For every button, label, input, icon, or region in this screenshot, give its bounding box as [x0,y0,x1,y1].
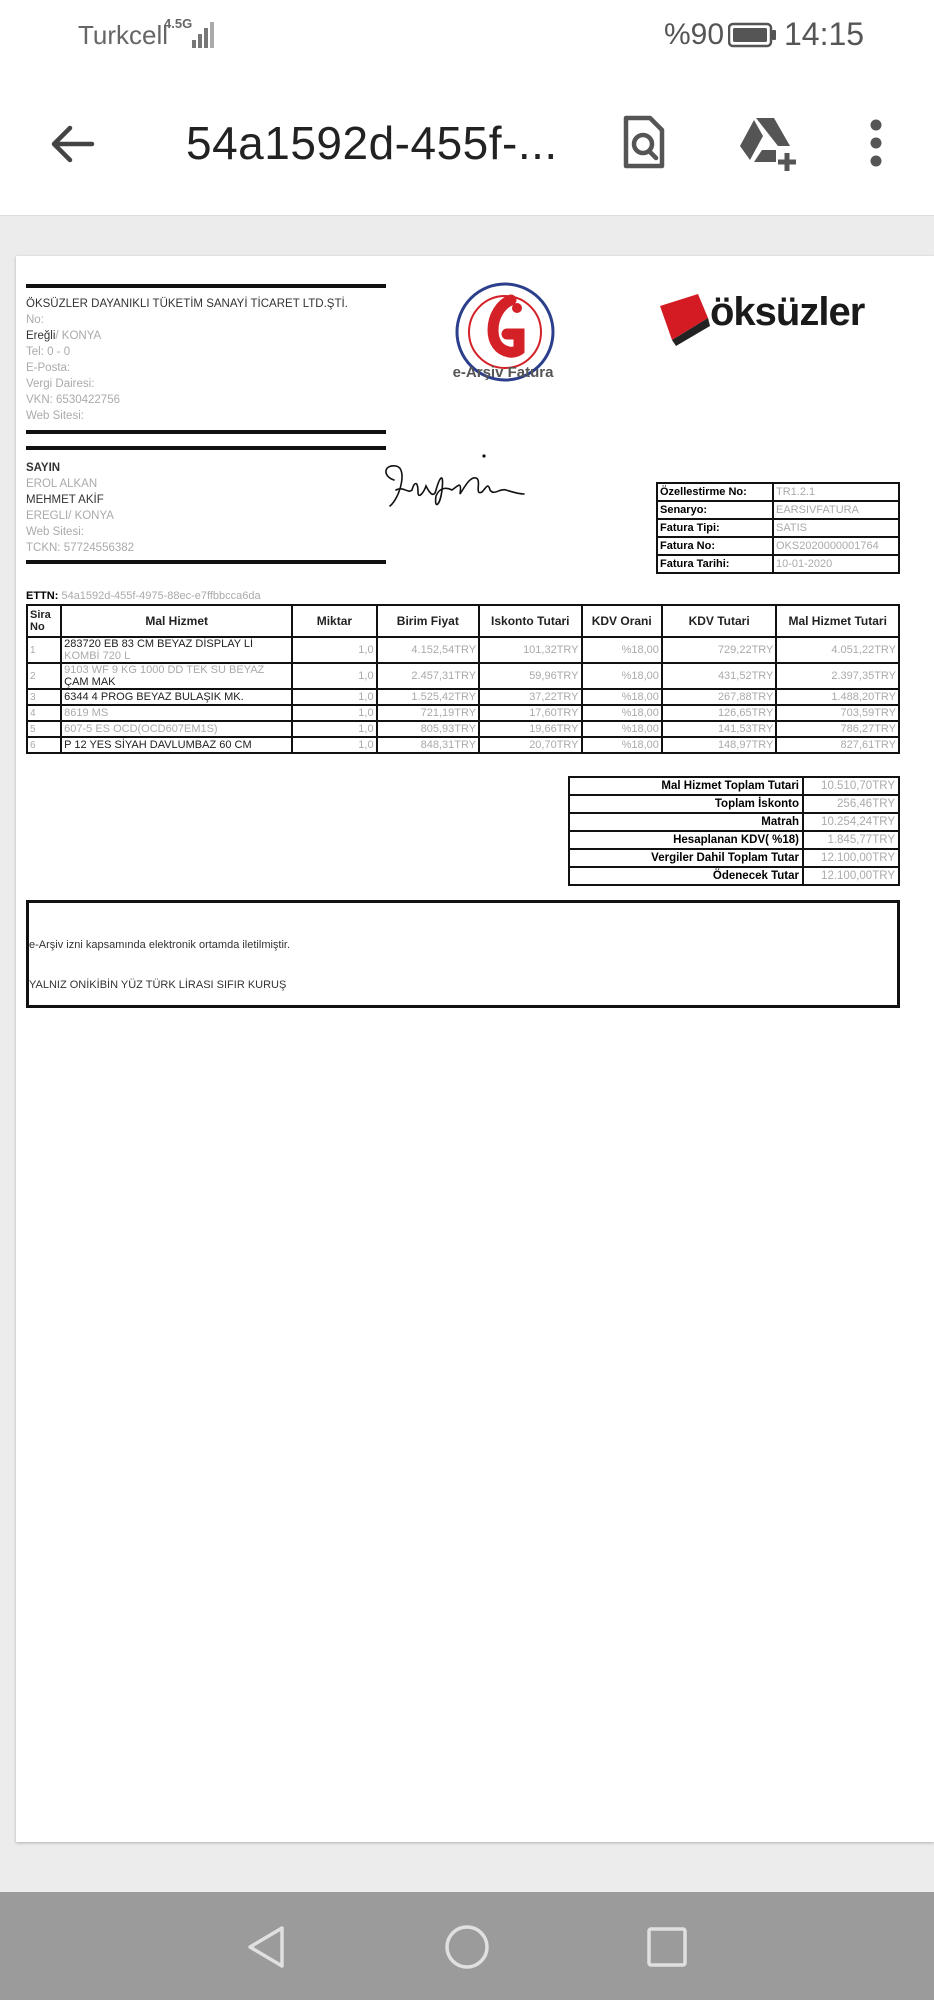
meta-row [657,483,899,501]
signal-icon [162,14,218,55]
cell-vat: 148,97TRY [662,737,777,753]
totals-label: Vergiler Dahil Toplam Tutar [569,849,803,867]
item-line-1: 9103 WF 9 KG 1000 DD TEK SU BEYAZ [64,664,265,676]
item-description [61,663,292,689]
signature-image [378,450,528,527]
row-number: 1 [27,637,61,663]
totals-value: 12.100,00TRY [803,849,899,867]
cell-vat: 729,22TRY [662,637,777,663]
drive-add-icon[interactable] [738,114,800,177]
buyer-tckn: TCKN: 57724556382 [26,542,135,554]
items-table [26,604,900,754]
totals-row [569,795,899,813]
document-search-icon[interactable] [618,114,668,175]
buyer-heading: SAYIN [26,462,61,474]
cell-discount: 20,70TRY [479,737,581,753]
cell-vat-rate: %18,00 [582,663,662,689]
cell-total: 827,61TRY [776,737,899,753]
app-toolbar [0,72,934,216]
seller-name: ÖKSÜZLER DAYANIKLI TÜKETİM SANAYİ TİCARET LTD.ŞTİ. [26,298,348,310]
meta-key: Fatura No: [657,537,773,555]
totals-row [569,867,899,885]
more-vert-icon[interactable] [866,118,886,173]
buyer-name: EROL ALKAN [26,478,98,490]
item-line-1: 8619 MS [64,707,109,719]
table-row [27,705,899,721]
cell-discount: 101,32TRY [479,637,581,663]
cell-discount: 59,96TRY [479,663,581,689]
table-row [27,721,899,737]
column-header: KDV Orani [582,605,662,637]
cell-qty: 1,0 [292,663,376,689]
divider [26,284,386,288]
meta-key: Özellestirme No: [657,483,773,501]
column-header: Mal Hizmet [61,605,292,637]
row-number: 4 [27,705,61,721]
totals-row [569,849,899,867]
cell-total: 786,27TRY [776,721,899,737]
table-row [27,637,899,663]
cell-qty: 1,0 [292,705,376,721]
meta-value: EARSIVFATURA [773,501,899,519]
item-line-2: KOMBİ 720 L [64,650,131,662]
item-description [61,705,292,721]
cell-unit-price: 805,93TRY [377,721,479,737]
totals-value: 10.510,70TRY [803,777,899,795]
totals-label: Mal Hizmet Toplam Tutari [569,777,803,795]
seller-tel: Tel: 0 - 0 [26,346,71,358]
note-amount-in-words: YALNIZ ONİKİBİN YÜZ TÜRK LİRASI SIFIR KURUŞ [29,979,287,991]
cell-discount: 19,66TRY [479,721,581,737]
cell-unit-price: 1.525,42TRY [377,689,479,705]
column-header: Miktar [292,605,376,637]
status-bar [0,0,934,72]
totals-value: 1.845,77TRY [803,831,899,849]
cell-unit-price: 721,19TRY [377,705,479,721]
column-header: KDV Tutari [662,605,777,637]
meta-value: OKS2020000001764 [773,537,899,555]
arrow-left-icon[interactable] [46,118,98,175]
meta-value: TR1.2.1 [773,483,899,501]
item-line-1: 607-5 ES OCD(OCD607EM1S) [64,723,218,735]
cell-total: 703,59TRY [776,705,899,721]
table-row [27,689,899,705]
nav-back-icon[interactable] [246,1924,286,1975]
item-description [61,721,292,737]
row-number: 3 [27,689,61,705]
totals-label: Hesaplanan KDV( %18) [569,831,803,849]
cell-vat-rate: %18,00 [582,705,662,721]
meta-row [657,501,899,519]
seller-tax-office: Vergi Dairesi: [26,378,95,390]
divider [26,430,386,434]
totals-label: Toplam İskonto [569,795,803,813]
invoice-note-box [26,900,900,1008]
buyer-block [26,460,386,556]
item-description [61,737,292,753]
totals-row [569,831,899,849]
cell-vat: 267,88TRY [662,689,777,705]
e-arsiv-title: e-Arşiv Fatura [452,364,554,381]
row-number: 6 [27,737,61,753]
svg-text:4.5G: 4.5G [164,16,193,31]
totals-label: Ödenecek Tutar [569,867,803,885]
cell-qty: 1,0 [292,637,376,663]
oksuzler-logo [658,292,712,353]
battery-icon [728,22,778,53]
cell-qty: 1,0 [292,689,376,705]
column-header: Sira No [27,605,61,637]
totals-value: 12.100,00TRY [803,867,899,885]
meta-value: 10-01-2020 [773,555,899,573]
nav-home-icon[interactable] [444,1924,490,1975]
system-nav-bar [0,1892,934,2000]
cell-discount: 17,60TRY [479,705,581,721]
battery-percent: %90 [664,18,725,51]
meta-row [657,519,899,537]
row-number: 2 [27,663,61,689]
meta-value: SATIS [773,519,899,537]
table-row [27,737,899,753]
pdf-viewer[interactable] [0,216,934,1892]
note-earsiv: e-Arşiv izni kapsamında elektronik ortamda iletilmiştir. [29,939,291,951]
cell-qty: 1,0 [292,721,376,737]
cell-vat: 431,52TRY [662,663,777,689]
item-description [61,637,292,663]
ettn-value: 54a1592d-455f-4975-88ec-e7ffbbcca6da [61,590,261,602]
totals-value: 256,46TRY [803,795,899,813]
nav-recents-icon[interactable] [646,1926,688,1973]
item-line-1: 283720 EB 83 CM BEYAZ DİSPLAY Lİ [64,638,254,650]
meta-row [657,537,899,555]
cell-total: 1.488,20TRY [776,689,899,705]
brand-name: öksüzler [710,290,865,334]
divider [26,446,386,450]
meta-row [657,555,899,573]
cell-vat: 126,65TRY [662,705,777,721]
totals-row [569,813,899,831]
cell-vat-rate: %18,00 [582,721,662,737]
column-header: Mal Hizmet Tutari [776,605,899,637]
clock: 14:15 [784,16,865,52]
item-description [61,689,292,705]
seller-web: Web Sitesi: [26,410,84,422]
item-line-1: P 12 YES SİYAH DAVLUMBAZ 60 CM [64,739,252,751]
row-number: 5 [27,721,61,737]
divider [26,560,386,564]
totals-label: Matrah [569,813,803,831]
cell-unit-price: 848,31TRY [377,737,479,753]
ettn-label: ETTN: [26,590,59,602]
cell-vat-rate: %18,00 [582,737,662,753]
totals-table [568,776,900,886]
seller-vkn: VKN: 6530422756 [26,394,120,406]
seller-email: E-Posta: [26,362,71,374]
buyer-street: MEHMET AKİF [26,494,104,506]
item-line-1: 6344 4 PROG BEYAZ BULAŞIK MK. [64,691,244,703]
carrier-name: Turkcell [78,20,169,50]
cell-unit-price: 2.457,31TRY [377,663,479,689]
cell-qty: 1,0 [292,737,376,753]
seller-no: No: [26,314,44,326]
invoice-meta-table [656,482,900,574]
buyer-web: Web Sitesi: [26,526,84,538]
seller-block [26,296,396,424]
column-header: Birim Fiyat [377,605,479,637]
cell-unit-price: 4.152,54TRY [377,637,479,663]
ettn-line [26,590,261,602]
cell-total: 2.397,35TRY [776,663,899,689]
meta-key: Senaryo: [657,501,773,519]
item-line-2: ÇAM MAK [64,676,116,688]
table-row [27,663,899,689]
document-title: 54a1592d-455f-... [186,117,558,169]
cell-total: 4.051,22TRY [776,637,899,663]
totals-row [569,777,899,795]
meta-key: Fatura Tipi: [657,519,773,537]
cell-vat-rate: %18,00 [582,689,662,705]
seller-city: Ereğli/ KONYA [26,330,102,342]
totals-value: 10.254,24TRY [803,813,899,831]
meta-key: Fatura Tarihi: [657,555,773,573]
cell-vat-rate: %18,00 [582,637,662,663]
buyer-city: EREGLI/ KONYA [26,510,114,522]
column-header: Iskonto Tutari [479,605,581,637]
cell-discount: 37,22TRY [479,689,581,705]
invoice-page [16,256,934,1842]
cell-vat: 141,53TRY [662,721,777,737]
